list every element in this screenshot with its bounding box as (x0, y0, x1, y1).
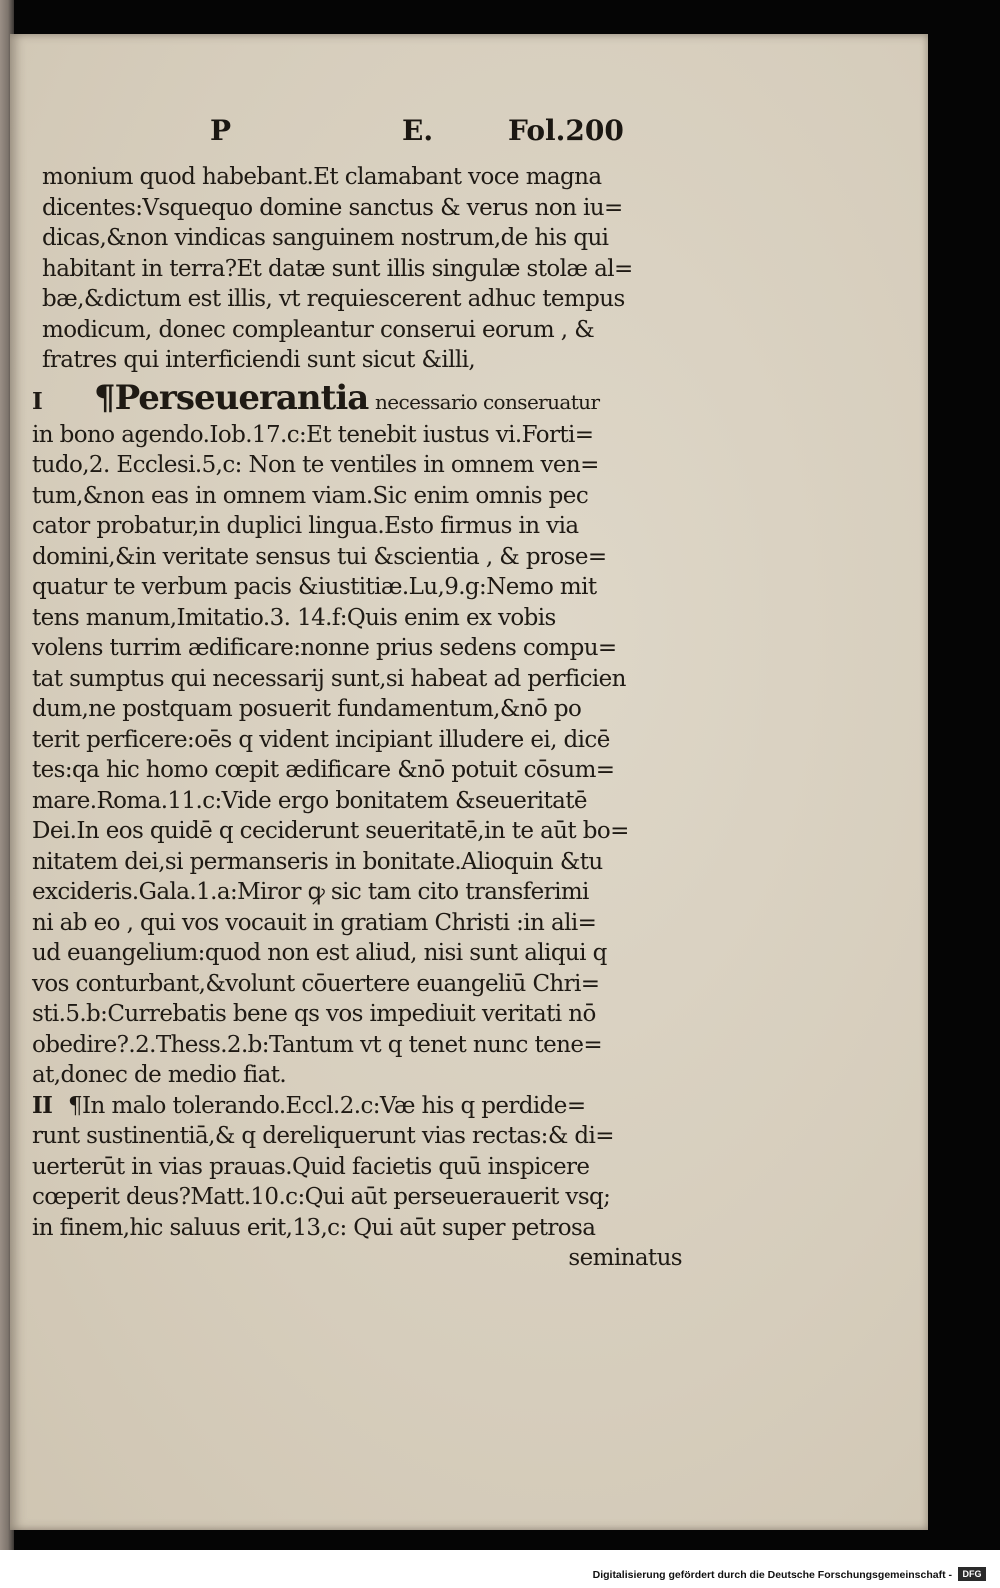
text-line: cœperit deus?Matt.10.c:Qui aūt perseuerauerit vsq; (32, 1184, 611, 1210)
page-header (10, 114, 928, 154)
text-line: uerterūt in vias prauas.Quid facietis quū inspicere (32, 1153, 590, 1180)
heading-continuation: necessario conseruatur (375, 389, 600, 414)
text-line: at,donec de medio fiat. (32, 1062, 287, 1088)
text-line: dicentes:Vsquequo domine sanctus & verus non iu= (42, 194, 623, 221)
text-line: sti.5.b:Currebatis bene qs vos impediuit veritati nō (32, 1001, 596, 1027)
catchword: seminatus (568, 1245, 682, 1271)
text-line: monium quod habebant.Et clamabant voce magna (42, 164, 602, 190)
text-line: excideris.Gala.1.a:Miror ꝙ sic tam cito transferimi (32, 879, 589, 905)
dfg-logo-icon: DFG (958, 1567, 986, 1581)
text-line: mare.Roma.11.c:Vide ergo bonitatem &seueritatē (32, 787, 587, 814)
text-line: cator probatur,in duplici lingua.Esto firmus in via (32, 513, 579, 539)
funding-notice: Digitalisierung gefördert durch die Deutsche Forschungsgemeinschaft - (592, 1569, 952, 1581)
text-line: dicas,&non vindicas sanguinem nostrum,de his qui (42, 225, 609, 251)
text-line: bæ,&dictum est illis, vt requiescerent adhuc tempus (42, 286, 625, 312)
text-line: volens turrim ædificare:nonne prius sedens compu= (32, 635, 617, 661)
text-line: tum,&non eas in omnem viam.Sic enim omnis pec (32, 482, 589, 509)
section-two-text: ¶In malo tolerando.Eccl.2.c:Væ his q perdide= (68, 1092, 586, 1119)
body-text (32, 162, 692, 1274)
text-line: domini,&in veritate sensus tui &scientia , & prose= (32, 543, 607, 570)
text-line: ud euangelium:quod non est aliud, nisi sunt aliqui q (32, 940, 607, 966)
book-page (10, 34, 928, 1530)
section-number: II (32, 1091, 53, 1119)
text-line: Dei.In eos quidē q ceciderunt seueritatē,in te aūt bo= (32, 818, 629, 844)
text-line: habitant in terra?Et datæ sunt illis singulæ stolæ al= (42, 255, 633, 282)
text-line: tens manum,Imitatio.3. 14.f:Quis enim ex vobis (32, 604, 556, 631)
text-line: tat sumptus qui necessarij sunt,si habeat ad perficien (32, 665, 626, 692)
signature-mark: P (210, 114, 232, 147)
funding-footer (0, 1550, 1000, 1588)
text-line: dum,ne postquam posuerit fundamentum,&nō po (32, 696, 582, 722)
text-line: fratres qui interficiendi sunt sicut &illi, (42, 347, 476, 373)
section-two-line (32, 1091, 692, 1122)
text-line: tudo,2. Ecclesi.5,c: Non te ventiles in omnem ven= (32, 452, 599, 478)
text-line: ni ab eo , qui vos vocauit in gratiam Christi :in ali= (32, 909, 597, 936)
text-line: nitatem dei,si permanseris in bonitate.Alioquin &tu (32, 848, 603, 875)
text-line: runt sustinentiā,& q dereliquerunt vias rectas:& di= (32, 1123, 614, 1149)
section-number: I (32, 387, 43, 415)
text-line: terit perficere:oēs q vident incipiant illudere ei, dicē (32, 726, 610, 753)
text-line: quatur te verbum pacis &iustitiæ.Lu,9.g:Nemo mit (32, 574, 597, 600)
text-line: in finem,hic saluus erit,13,c: Qui aūt super petrosa (32, 1214, 596, 1241)
text-line: obedire?.2.Thess.2.b:Tantum vt q tenet nunc tene= (32, 1031, 603, 1058)
folio-number: Fol.200 (508, 114, 624, 147)
text-line: vos conturbant,&volunt cōuertere euangeliū Chri= (32, 970, 600, 997)
text-line: modicum, donec compleantur conserui eorum , & (42, 316, 595, 343)
text-line: tes:qa hic homo cœpit ædificare &nō potuit cōsum= (32, 757, 615, 783)
section-letter: E. (402, 114, 434, 147)
section-heading-line (32, 376, 692, 420)
text-line: in bono agendo.Iob.17.c:Et tenebit iustus vi.Forti= (32, 421, 594, 448)
section-heading: ¶Perseuerantia (94, 377, 369, 418)
